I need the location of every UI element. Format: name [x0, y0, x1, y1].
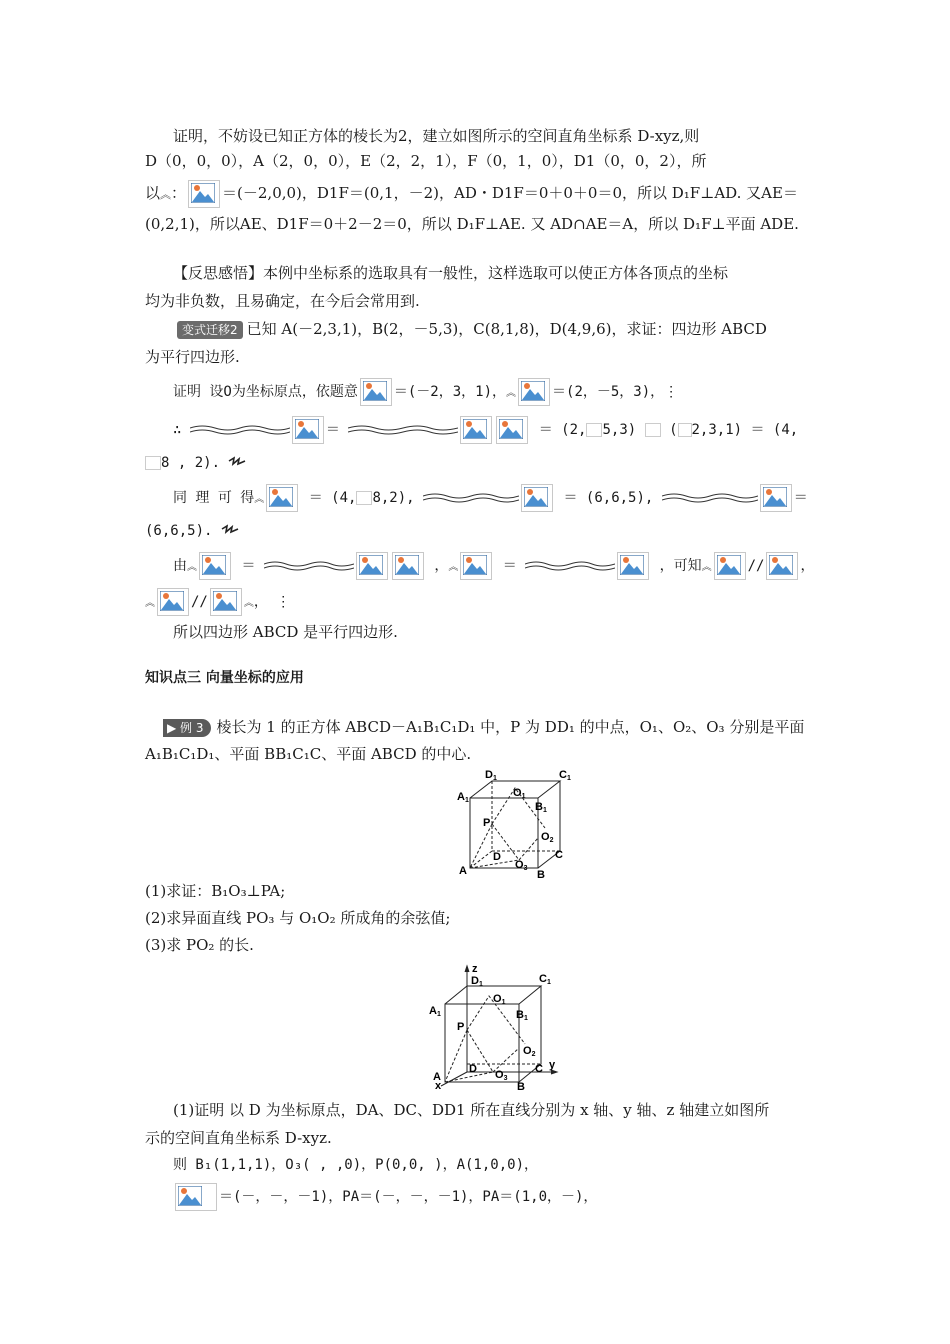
label2-D: D [469, 1063, 477, 1075]
variant-p2d: 5,3) [602, 422, 637, 438]
variant-line1-text: 已知 A(－2,3,1)，B(2，－5,3)，C(8,1,8)，D(4,9,6)，求证：四边形 ABCD [246, 320, 767, 338]
variant-badge: 变式迁移2 [177, 321, 243, 339]
label2-A1: A1 [429, 1005, 441, 1018]
solution-line2: 示的空间直角坐标系 D-xyz. [145, 1129, 332, 1147]
proof1-line3a: 以 [145, 184, 161, 202]
proof1-line3b: ： [171, 184, 187, 202]
small-image-icon [145, 456, 161, 470]
label-B: B [537, 869, 545, 880]
axis-y-label: y [549, 1059, 556, 1071]
label-D1: D1 [485, 769, 497, 782]
variant-p1c: ＝(2，－5，3)， [552, 384, 665, 400]
label-C1: C1 [559, 769, 571, 782]
label2-A: A [433, 1071, 441, 1083]
example3-line1 [163, 716, 828, 738]
label-A: A [459, 865, 467, 877]
wave-decoration [348, 422, 458, 438]
small-image-icon [678, 423, 692, 437]
variant-proof-line4: 同 理 可 得︽ ＝ (4, 8,2), ＝ (6,6,5), ＝ [173, 484, 810, 512]
label-P: P [483, 817, 491, 829]
example-badge: ▶ 例 3 [163, 719, 211, 737]
variant-p2f: 2,3,1) ＝ (4, [691, 422, 799, 438]
axis-z-label: z [472, 963, 478, 975]
variant-p4a: 同 理 可 得 [173, 490, 255, 506]
solution-line4-text: ＝(－，－，－1)，PA＝(－，－，－1)，PA＝(1,0，－)， [219, 1189, 598, 1205]
solution-line3: 则 B₁(1,1,1)，O₃( , ,0)，P(0,0, )，A(1,0,0)， [173, 1157, 539, 1173]
variant-p6g: ， [800, 558, 815, 574]
variant-p1b: ＝(－2，3，1)， [393, 384, 507, 400]
variant-p6c: ， [434, 558, 449, 574]
question3: (3)求 PO₂ 的长. [145, 936, 254, 954]
wave-decoration [525, 558, 615, 574]
cube-figure-1 [455, 768, 575, 884]
proof1-line3c: ＝(－2,0,0)，D1F＝(0,1，－2)，AD・D1F＝0＋0＋0＝0，所以 D₁F⊥AD. 又AE＝ [222, 184, 798, 202]
example-badge-label: 例 3 [180, 721, 204, 735]
broken-image-icon [175, 1183, 217, 1211]
variant-proof-line3 [145, 452, 810, 474]
variant-proof-line2 [173, 416, 810, 444]
wave-decoration [190, 422, 290, 438]
label2-D1: D1 [471, 975, 483, 988]
variant-p1a: 证明 设O为坐标原点，依题意 [173, 384, 358, 400]
variant-p3a: 8 , 2). [161, 455, 221, 471]
label-O2: O2 [541, 831, 554, 844]
broken-image-icon [392, 552, 424, 580]
proof1-line2-text: D（0，0，0），A（2，0，0），E（2，2，1），F（0，1，0），D [145, 152, 586, 170]
variant-p5a: (6,6,5). [145, 523, 213, 539]
label2-B1: B1 [516, 1009, 528, 1022]
broken-image-icon [266, 484, 298, 512]
broken-image-icon [356, 552, 388, 580]
reflect-line2: 均为非负数，且易确定，在今后会常用到. [145, 292, 420, 310]
broken-image-icon [521, 484, 553, 512]
scribble-icon [228, 455, 246, 467]
proof1-line3: 以︽： ＝(－2,0,0)，D1F＝(0,1，－2)，AD・D1F＝0＋0＋0＝0，所以 D₁F⊥AD. 又AE＝ [145, 180, 810, 208]
reflect-line1: 【反思感悟】本例中坐标系的选取具有一般性，这样选取可以使正方体各顶点的坐标 [173, 264, 729, 282]
section-title: 知识点三 向量坐标的应用 [145, 670, 304, 686]
label2-B: B [517, 1081, 525, 1090]
variant-proof-line6: 由︽ ＝ ，︽ ＝ ，可知︽ // ， [173, 552, 810, 580]
variant-p6b: ＝ [241, 558, 256, 574]
variant-p1d: ⋮ [664, 384, 679, 400]
broken-image-icon [460, 416, 492, 444]
variant-p7a: // [191, 594, 208, 610]
variant-p2b: ＝ [325, 422, 340, 438]
label-C: C [555, 849, 563, 861]
label2-C1: C1 [539, 973, 551, 986]
broken-image-icon [518, 378, 550, 406]
example3-line1-text: 棱长为 1 的正方体 ABCD－A₁B₁C₁D₁ 中，P 为 DD₁ 的中点，O₁、O₂、O₃ 分别是平面 [216, 718, 805, 736]
variant-proof-line1: 证明 设O为坐标原点，依题意 ＝(－2，3，1)，︽ ＝(2，－5，3)，⋮ [173, 378, 810, 406]
proof1-line2 [145, 150, 810, 172]
wave-decoration [423, 490, 519, 506]
broken-image-icon [210, 588, 242, 616]
label-B1: B1 [535, 801, 547, 814]
proof1-line2b-text: 1（0，0，2），所 [585, 152, 707, 170]
variant-p4b: ＝ (4, [308, 490, 357, 506]
solution-line4 [173, 1183, 810, 1211]
variant-line1 [177, 318, 842, 340]
broken-image-icon [157, 588, 189, 616]
broken-image-icon [460, 552, 492, 580]
small-image-icon [356, 491, 372, 505]
broken-image-icon [714, 552, 746, 580]
small-image-icon [586, 423, 602, 437]
broken-image-icon [760, 484, 792, 512]
variant-p2c: ＝ (2, [538, 422, 587, 438]
broken-image-icon [199, 552, 231, 580]
wave-decoration [662, 490, 758, 506]
scribble-icon [221, 523, 239, 535]
label-O3: O3 [515, 859, 528, 872]
variant-p6f: // [747, 558, 765, 574]
variant-conclusion: 所以四边形 ABCD 是平行四边形. [173, 623, 398, 641]
broken-image-icon [360, 378, 392, 406]
variant-p6e: ，可知 [659, 558, 702, 574]
variant-proof-line7: ︽ // ︽， ⋮ [145, 588, 810, 616]
variant-p4e: ＝ [793, 490, 808, 506]
label-O1: O1 [513, 787, 526, 800]
variant-line2: 为平行四边形. [145, 348, 240, 366]
small-image-icon [645, 423, 661, 437]
variant-p7b: ， ⋮ [253, 594, 291, 610]
proof1-line4: (0,2,1)，所以AE、D1F＝0＋2－2＝0，所以 D₁F⊥AE. 又 AD∩AE＝A，所以 D₁F⊥平面 ADE. [145, 215, 799, 233]
broken-image-icon [766, 552, 798, 580]
wave-decoration [264, 558, 354, 574]
broken-image-icon [617, 552, 649, 580]
example3-line2: A₁B₁C₁D₁、平面 BB₁C₁C、平面 ABCD 的中心. [145, 745, 472, 763]
label2-C: C [535, 1063, 543, 1075]
label2-O3: O3 [495, 1069, 508, 1082]
variant-p6d: ＝ [502, 558, 517, 574]
solution-line1: (1)证明 以 D 为坐标原点，DA、DC、DD1 所在直线分别为 x 轴、y 轴、z 轴建立如图所 [173, 1101, 770, 1119]
variant-p2e: ( [669, 422, 678, 438]
broken-image-icon [496, 416, 528, 444]
label-A1: A1 [457, 791, 469, 804]
variant-p6a: 由 [173, 558, 187, 574]
proof1-line1: 证明，不妨设已知正方体的棱长为2，建立如图所示的空间直角坐标系 D-xyz,则 [173, 127, 700, 145]
question2: (2)求异面直线 PO₃ 与 O₁O₂ 所成角的余弦值; [145, 909, 451, 927]
question1: (1)求证：B₁O₃⊥PA; [145, 882, 286, 900]
broken-image-icon [188, 180, 220, 208]
label2-P: P [457, 1021, 465, 1033]
label2-O1: O1 [493, 993, 506, 1006]
label-D: D [493, 851, 501, 863]
variant-proof-line5 [145, 520, 810, 542]
cube-figure-2 [425, 962, 565, 1094]
axis-x-label: x [435, 1080, 442, 1090]
variant-p4c: 8,2), [372, 490, 415, 506]
variant-p2a: ∴ [173, 422, 182, 438]
broken-image-icon [292, 416, 324, 444]
label2-O2: O2 [523, 1045, 536, 1058]
variant-p4d: ＝ (6,6,5), [563, 490, 654, 506]
